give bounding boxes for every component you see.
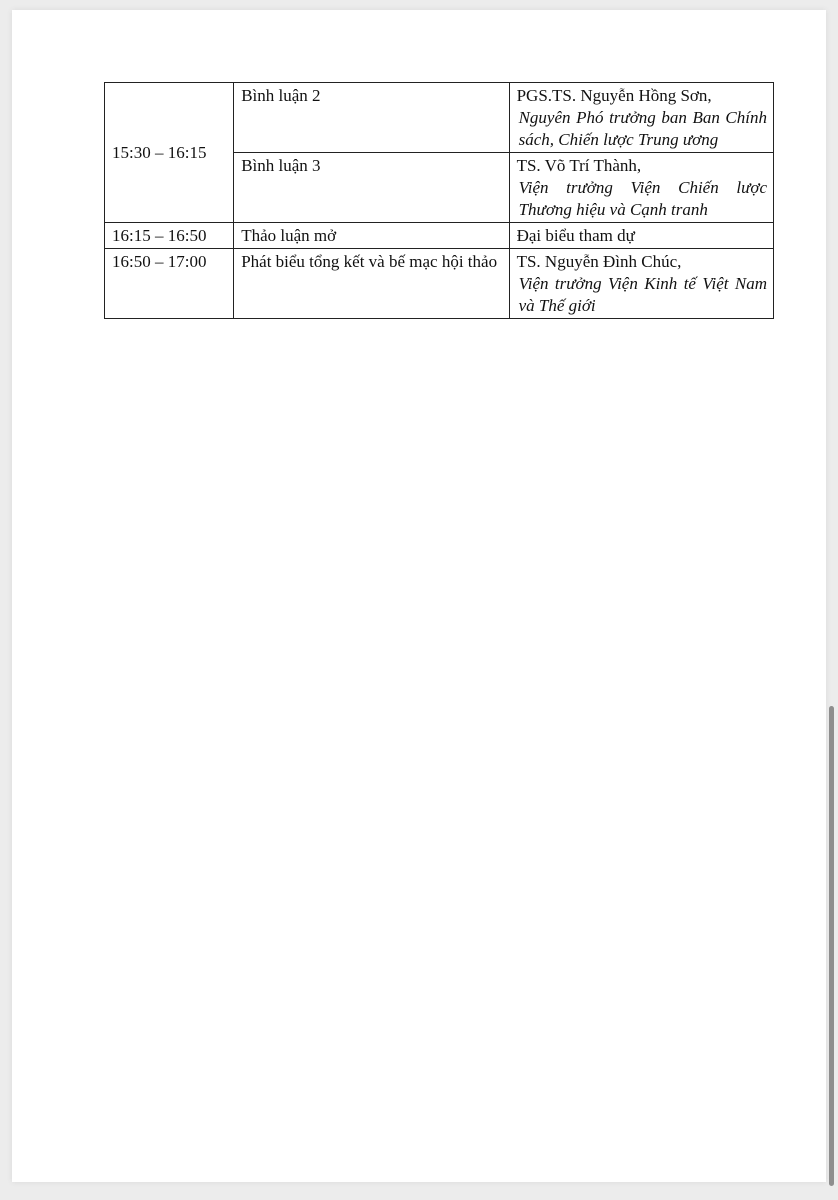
activity-cell: Phát biểu tổng kết và bế mạc hội thảo xyxy=(234,249,509,319)
table-row xyxy=(105,249,774,319)
speaker-role: Viện trưởng Viện Chiến lược Thương hiệu và Cạnh tranh xyxy=(518,178,767,219)
time-cell: 16:15 – 16:50 xyxy=(105,223,234,249)
speaker-name: Đại biểu tham dự xyxy=(516,226,635,245)
speaker-role: Viện trưởng Viện Kinh tế Việt Nam và Thế giới xyxy=(518,274,767,315)
speaker-cell xyxy=(509,249,773,319)
agenda-table xyxy=(104,82,774,319)
activity-cell: Bình luận 3 xyxy=(234,153,509,223)
vertical-scrollbar[interactable] xyxy=(829,706,834,1186)
speaker-cell xyxy=(509,83,773,153)
speaker-name: TS. Nguyễn Đình Chúc, xyxy=(516,252,682,271)
time-cell: 15:30 – 16:15 xyxy=(105,83,234,223)
table-row xyxy=(105,223,774,249)
speaker-name: TS. Võ Trí Thành, xyxy=(516,156,642,175)
time-cell: 16:50 – 17:00 xyxy=(105,249,234,319)
speaker-cell xyxy=(509,223,773,249)
document-page xyxy=(12,10,826,1182)
activity-cell: Thảo luận mở xyxy=(234,223,509,249)
speaker-role: Nguyên Phó trưởng ban Ban Chính sách, Chiến lược Trung ương xyxy=(518,108,767,149)
activity-cell: Bình luận 2 xyxy=(234,83,509,153)
speaker-name: PGS.TS. Nguyễn Hồng Sơn, xyxy=(516,86,712,105)
table-row xyxy=(105,83,774,153)
speaker-cell xyxy=(509,153,773,223)
